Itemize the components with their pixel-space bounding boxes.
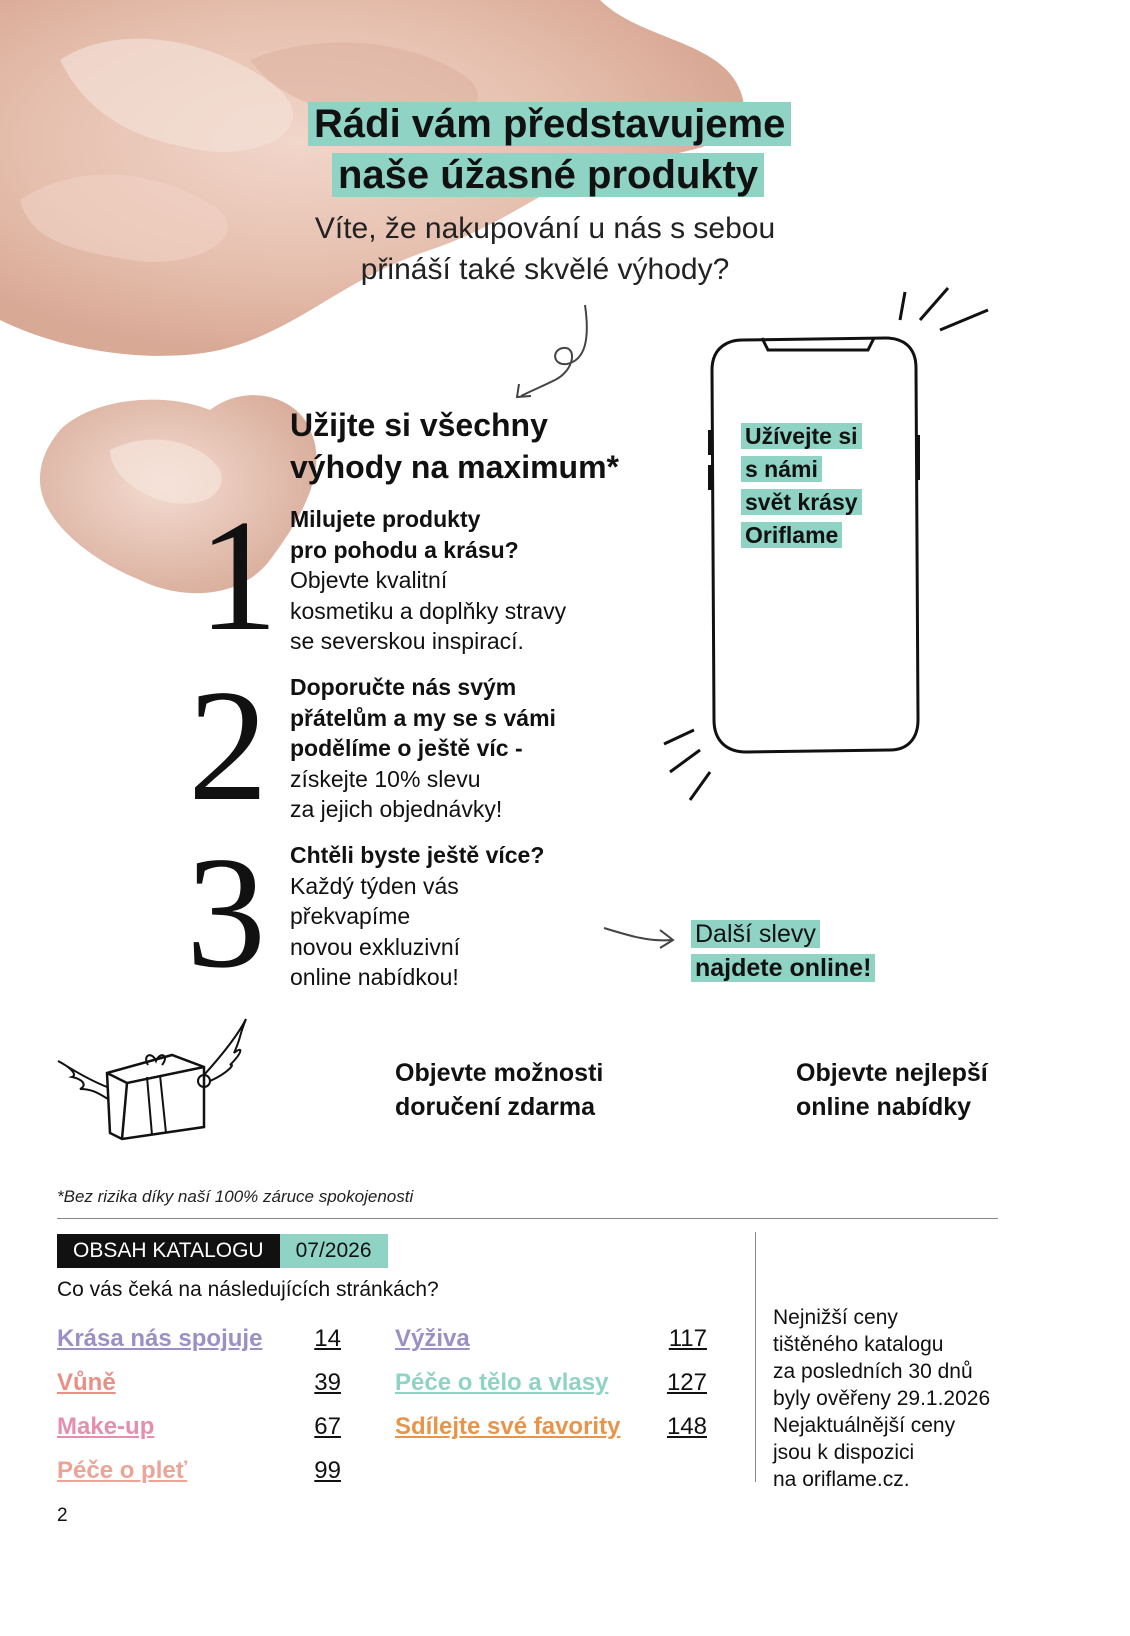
delivery-line-2: doručení zdarma bbox=[395, 1093, 596, 1121]
toc-item-page[interactable]: 67 bbox=[314, 1413, 341, 1440]
winged-gift-icon bbox=[52, 1015, 252, 1145]
price-note-line: jsou k dispozici bbox=[773, 1441, 915, 1464]
toc-item[interactable] bbox=[395, 1404, 713, 1450]
toc-item-label[interactable]: Výživa bbox=[395, 1325, 470, 1352]
price-note bbox=[773, 1304, 990, 1493]
step-1-bold-1: Milujete produkty bbox=[290, 506, 481, 532]
phone-line-2: s námi bbox=[741, 456, 822, 482]
toc-item-page[interactable]: 99 bbox=[314, 1457, 341, 1484]
online-line-1: Další slevy bbox=[691, 920, 820, 948]
toc-issue: 07/2026 bbox=[280, 1234, 388, 1268]
toc-item-label[interactable]: Vůně bbox=[57, 1369, 116, 1396]
step-3-bold-1: Chtěli byste ještě více? bbox=[290, 842, 545, 868]
step-number-1: 1 bbox=[198, 486, 278, 664]
toc-item-page[interactable]: 117 bbox=[668, 1325, 707, 1352]
toc-item-label[interactable]: Make-up bbox=[57, 1413, 155, 1440]
online-offers-cta[interactable] bbox=[796, 1056, 988, 1124]
toc-item-label[interactable]: Péče o tělo a vlasy bbox=[395, 1369, 609, 1396]
toc-item-page[interactable]: 127 bbox=[666, 1369, 707, 1396]
step-1-text-1: Objevte kvalitní bbox=[290, 567, 448, 593]
arrow-right-icon bbox=[600, 918, 680, 958]
curly-arrow-icon bbox=[505, 300, 605, 410]
step-3-text-4: online nabídkou! bbox=[290, 964, 459, 990]
free-delivery-cta[interactable] bbox=[395, 1056, 603, 1124]
price-note-line: na oriflame.cz. bbox=[773, 1468, 910, 1491]
toc-item-label[interactable]: Péče o pleť bbox=[57, 1457, 188, 1484]
toc-item[interactable] bbox=[395, 1360, 713, 1406]
toc-item[interactable] bbox=[57, 1448, 347, 1494]
price-note-line: byly ověřeny 29.1.2026 bbox=[773, 1387, 991, 1410]
step-1-text-3: se severskou inspirací. bbox=[290, 628, 524, 654]
step-1 bbox=[290, 504, 566, 657]
step-number-2: 2 bbox=[188, 656, 268, 834]
step-1-text-2: kosmetiku a doplňky stravy bbox=[290, 597, 567, 624]
step-2-bold-3: podělíme o ještě víc - bbox=[290, 735, 523, 761]
page-title bbox=[308, 99, 791, 149]
benefits-heading bbox=[290, 404, 619, 488]
step-3 bbox=[290, 840, 544, 993]
subtitle-line-2: přináší také skvělé výhody? bbox=[360, 253, 730, 286]
step-number-3: 3 bbox=[186, 823, 266, 1001]
step-2-text-1: získejte 10% slevu bbox=[290, 765, 481, 792]
subtitle-line-1: Víte, že nakupování u nás s sebou bbox=[314, 212, 776, 245]
step-2-text-2: za jejich objednávky! bbox=[290, 796, 503, 822]
page-number: 2 bbox=[57, 1505, 68, 1526]
title-line-2: naše úžasné produkty bbox=[332, 153, 764, 197]
toc-header bbox=[57, 1234, 388, 1268]
subtitle bbox=[300, 208, 790, 290]
step-2-bold-2: přátelům a my se s vámi bbox=[290, 704, 556, 731]
online-discounts-note bbox=[691, 917, 875, 985]
offers-line-2: online nabídky bbox=[796, 1093, 972, 1121]
step-2-bold-1: Doporučte nás svým bbox=[290, 674, 517, 700]
step-3-text-2: překvapíme bbox=[290, 903, 411, 929]
benefits-heading-line-2: výhody na maximum* bbox=[290, 449, 619, 485]
toc-item[interactable] bbox=[57, 1316, 347, 1362]
step-1-bold-2: pro pohodu a krásu? bbox=[290, 536, 519, 563]
offers-line-1: Objevte nejlepší bbox=[796, 1059, 988, 1087]
online-line-2: najdete online! bbox=[691, 954, 875, 982]
price-note-line: za posledních 30 dnů bbox=[773, 1360, 973, 1383]
price-note-line: tištěného katalogu bbox=[773, 1333, 944, 1356]
delivery-line-1: Objevte možnosti bbox=[395, 1059, 604, 1087]
toc-item-label[interactable]: Krása nás spojuje bbox=[57, 1325, 263, 1352]
toc-item-page[interactable]: 39 bbox=[314, 1369, 341, 1396]
step-3-text-3: novou exkluzivní bbox=[290, 933, 461, 960]
toc-item[interactable] bbox=[57, 1404, 347, 1450]
toc-item[interactable] bbox=[395, 1316, 713, 1362]
divider bbox=[57, 1218, 998, 1219]
toc-item[interactable] bbox=[57, 1360, 347, 1406]
vertical-divider bbox=[755, 1232, 756, 1482]
toc-item-page[interactable]: 14 bbox=[314, 1325, 341, 1352]
page-title-line-2 bbox=[332, 150, 764, 200]
footnote: *Bez rizika díky naší 100% záruce spokojenosti bbox=[57, 1187, 414, 1206]
step-3-text-1: Každý týden vás bbox=[290, 872, 459, 899]
phone-line-4: Oriflame bbox=[741, 522, 842, 548]
toc-item-label[interactable]: Sdílejte své favority bbox=[395, 1413, 621, 1440]
phone-line-1: Užívejte si bbox=[741, 423, 862, 449]
toc-item-page[interactable]: 148 bbox=[666, 1413, 707, 1440]
price-note-line: Nejnižší ceny bbox=[773, 1306, 898, 1329]
toc-label: OBSAH KATALOGU bbox=[57, 1234, 280, 1268]
title-line-1: Rádi vám představujeme bbox=[308, 102, 791, 146]
phone-screen-text bbox=[741, 420, 862, 552]
toc-question: Co vás čeká na následujících stránkách? bbox=[57, 1278, 439, 1301]
price-note-line: Nejaktuálnější ceny bbox=[773, 1414, 956, 1437]
phone-line-3: svět krásy bbox=[741, 489, 862, 515]
benefits-heading-line-1: Užijte si všechny bbox=[290, 407, 548, 443]
step-2 bbox=[290, 672, 556, 825]
